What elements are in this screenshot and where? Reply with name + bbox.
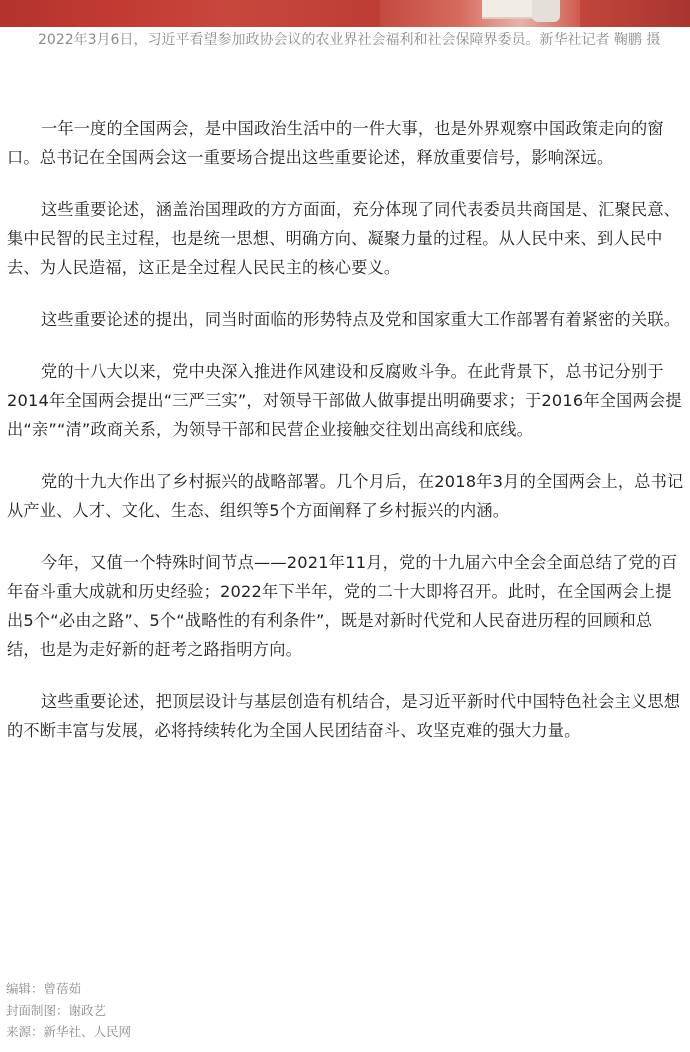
source-credit: 来源：新华社、人民网 <box>6 1024 132 1039</box>
paragraph: 党的十八大以来，党中央深入推进作风建设和反腐败斗争。在此背景下，总书记分别于2014年全国两会提出“三严三实”，对领导干部做人做事提出明确要求；于2016年全国两会提出“亲”“清”政商关系，为领导干部和民营企业接触交往划出高线和底线。 <box>7 362 682 439</box>
photo-backdrop-left <box>0 0 380 27</box>
paragraph: 这些重要论述的提出，同当时面临的形势特点及党和国家重大工作部署有着紧密的关联。 <box>41 310 681 329</box>
article-body <box>7 114 685 768</box>
photo-caption: 2022年3月6日，习近平看望参加政协会议的农业界社会福利和社会保障界委员。新华社记者 鞠鹏 摄 <box>38 32 661 48</box>
paragraph: 这些重要论述，把顶层设计与基层创造有机结合，是习近平新时代中国特色社会主义思想的不断丰富与发展，必将持续转化为全国人民团结奋斗、攻坚克难的强大力量。 <box>7 692 681 740</box>
news-photo <box>0 0 690 27</box>
paragraph: 这些重要论述，涵盖治国理政的方方面面，充分体现了同代表委员共商国是、汇聚民意、集中民智的民主过程，也是统一思想、明确方向、凝聚力量的过程。从人民中来、到人民中去、为人民造福，这正是全过程人民民主的核心要义。 <box>7 200 681 277</box>
editor-credit: 编辑：曾蓓茹 <box>6 981 82 996</box>
photo-cup <box>532 0 560 22</box>
photo-backdrop-right <box>580 0 690 27</box>
paragraph: 今年，又值一个特殊时间节点——2021年11月，党的十九届六中全会全面总结了党的百年奋斗重大成就和历史经验；2022年下半年，党的二十大即将召开。此时，在全国两会上提出5个“必由之路”、5个“战略性的有利条件”，既是对新时代党和人民奋进历程的回顾和总结，也是为走好新的赶考之路指明方向。 <box>7 553 678 659</box>
article-credits <box>6 978 686 1043</box>
paragraph: 一年一度的全国两会，是中国政治生活中的一件大事，也是外界观察中国政策走向的窗口。总书记在全国两会这一重要场合提出这些重要论述，释放重要信号，影响深远。 <box>7 119 664 167</box>
paragraph: 党的十九大作出了乡村振兴的战略部署。几个月后，在2018年3月的全国两会上，总书记从产业、人才、文化、生态、组织等5个方面阐释了乡村振兴的内涵。 <box>7 472 684 520</box>
cover-design-credit: 封面制图：谢政艺 <box>6 1002 107 1018</box>
